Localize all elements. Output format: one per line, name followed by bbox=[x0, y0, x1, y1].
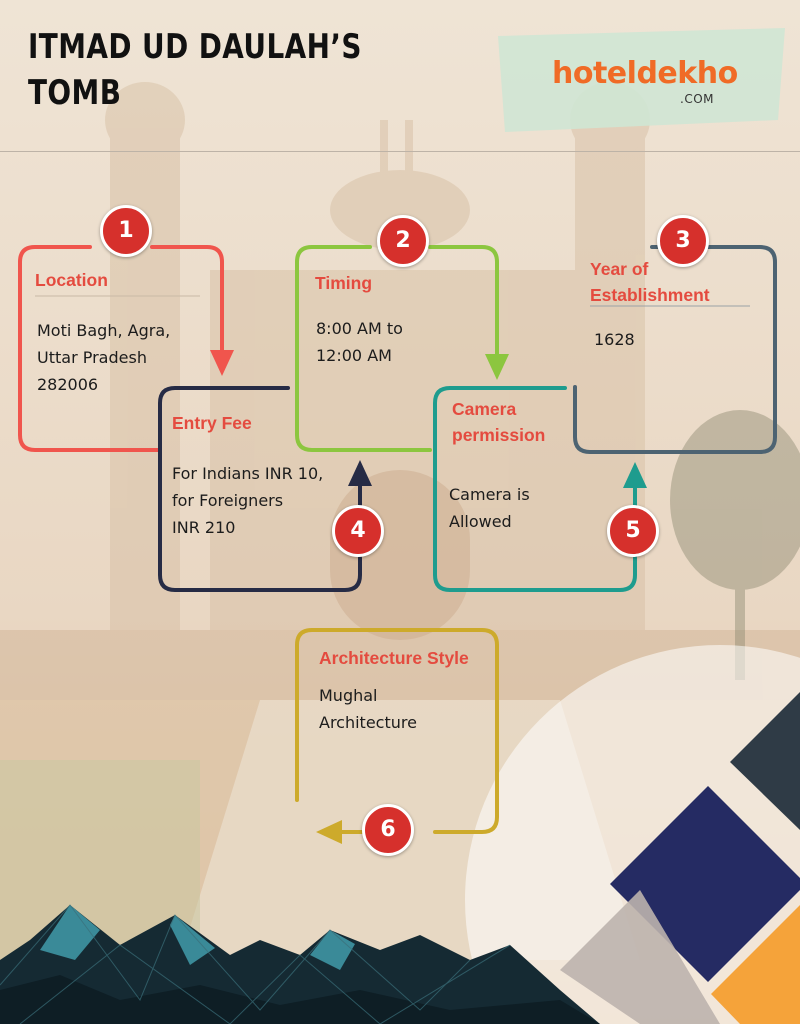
step-camera-heading-line: Camera bbox=[452, 399, 517, 419]
step-entry-fee-heading: Entry Fee bbox=[172, 413, 252, 433]
page-title bbox=[28, 24, 362, 116]
step-timing-line: 12:00 AM bbox=[316, 346, 392, 365]
step-entry-fee-line: For Indians INR 10, bbox=[172, 464, 324, 483]
step-number-badge: 2 bbox=[377, 215, 429, 267]
page-title-line-2: TOMB bbox=[28, 73, 122, 113]
step-number-badge: 4 bbox=[332, 505, 384, 557]
step-camera-heading bbox=[452, 396, 545, 448]
step-number-badge: 5 bbox=[607, 505, 659, 557]
step-entry-fee-line: INR 210 bbox=[172, 518, 236, 537]
brand-logo-part-2: dekho bbox=[636, 56, 738, 91]
step-year-heading-line: Establishment bbox=[590, 285, 710, 305]
step-number-badge: 3 bbox=[657, 215, 709, 267]
step-camera-heading-line: permission bbox=[452, 425, 546, 445]
brand-logo bbox=[552, 56, 738, 91]
step-architecture-heading: Architecture Style bbox=[319, 648, 469, 668]
step-architecture-body bbox=[319, 682, 417, 736]
step-year-heading-line: Year of bbox=[590, 259, 649, 279]
step-entry-fee-line: for Foreigners bbox=[172, 491, 284, 510]
step-entry-fee-body bbox=[172, 460, 323, 541]
step-architecture-line: Mughal bbox=[319, 686, 378, 705]
step-timing-heading: Timing bbox=[315, 273, 373, 293]
brand-logo-part-1: hotel bbox=[552, 56, 637, 91]
step-camera-body bbox=[449, 481, 530, 535]
step-location-line: Uttar Pradesh bbox=[37, 348, 147, 367]
step-number-badge: 1 bbox=[100, 205, 152, 257]
page-title-line-1: ITMAD UD DAULAH’S bbox=[28, 27, 362, 67]
step-number-badge: 6 bbox=[362, 804, 414, 856]
step-location-line: 282006 bbox=[37, 375, 99, 394]
step-location-line: Moti Bagh, Agra, bbox=[37, 321, 171, 340]
title-divider bbox=[0, 151, 800, 152]
step-location-body bbox=[37, 317, 170, 398]
step-architecture-line: Architecture bbox=[319, 713, 417, 732]
step-location-heading: Location bbox=[35, 270, 108, 290]
step-camera-line: Allowed bbox=[449, 512, 512, 531]
step-timing-body bbox=[316, 315, 403, 369]
step-year-body bbox=[594, 326, 635, 353]
step-year-line: 1628 bbox=[594, 330, 635, 349]
step-timing-line: 8:00 AM to bbox=[316, 319, 403, 338]
brand-logo-suffix: .COM bbox=[680, 92, 714, 106]
step-camera-line: Camera is bbox=[449, 485, 530, 504]
